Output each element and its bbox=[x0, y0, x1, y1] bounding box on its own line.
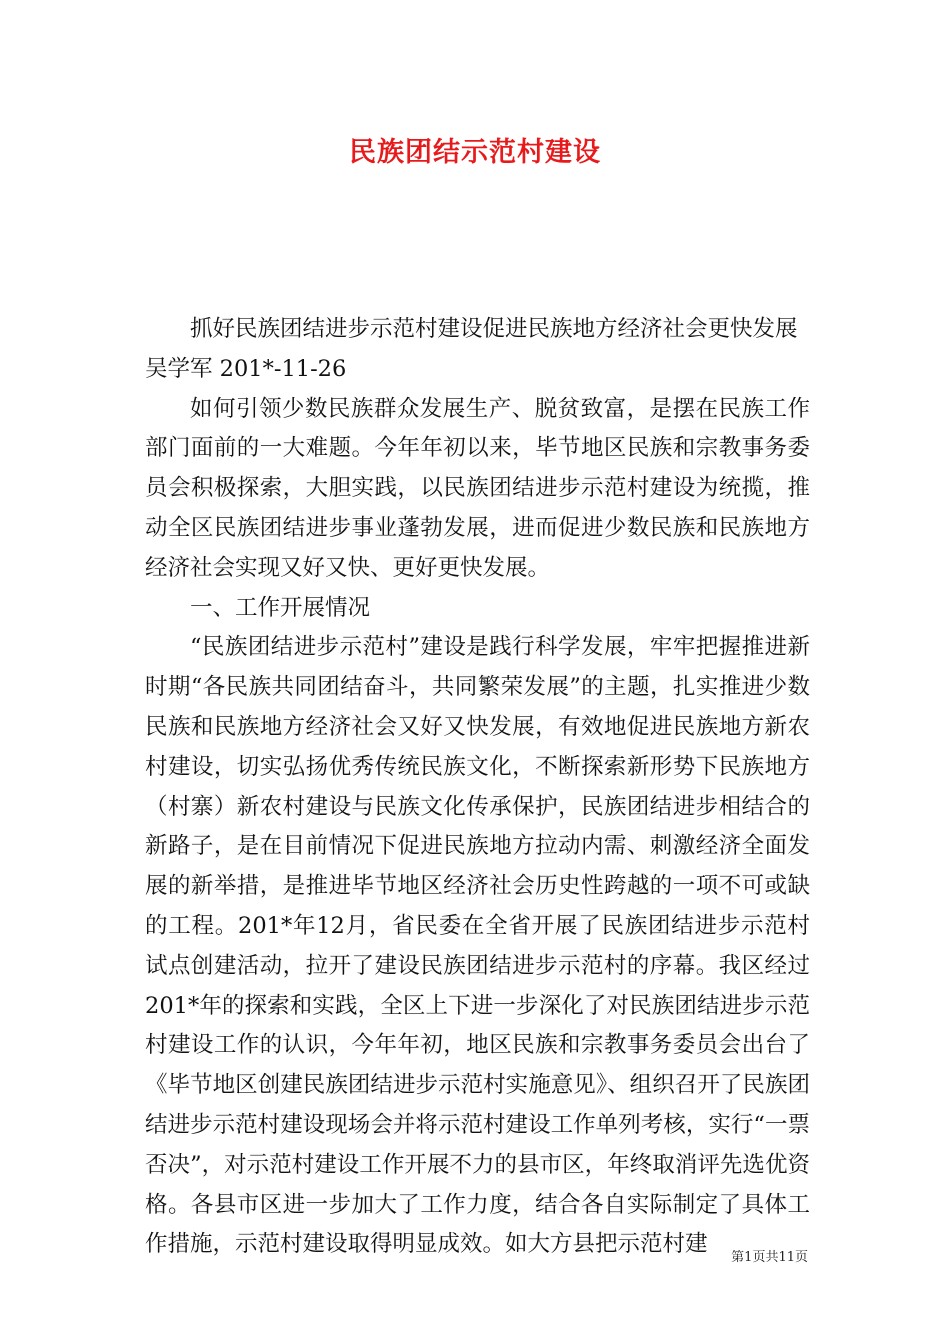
section-heading: 一、工作开展情况 bbox=[190, 594, 371, 621]
intro-paragraph: 如何引领少数民族群众发展生产、脱贫致富，是摆在民族工作部门面前的一大难题。今年年初以来，毕节地区民族和宗教事务委员会积极探索，大胆实践，以民族团结进步示范村建设为统揽，推动全区民族团结进步事业蓬勃发展，进而促进少数民族和民族地方经济社会实现又好又快、更好更快发展。 bbox=[145, 395, 810, 581]
page-number: 第1页共11页 bbox=[731, 1250, 808, 1265]
document-body bbox=[145, 310, 810, 1265]
byline: 吴学军 201*-11-26 bbox=[145, 355, 347, 382]
body-paragraph: “民族团结进步示范村”建设是践行科学发展，牢牢把握推进新时期“各民族共同团结奋斗，共同繁荣发展”的主题，扎实推进少数民族和民族地方经济社会又好又快发展，有效地促进民族地方新农村建设，切实弘扬优秀传统民族文化，不断探索新形势下民族地方（村寨）新农村建设与民族文化传承保护，民族团结进步相结合的新路子，是在目前情况下促进民族地方拉动内需、刺激经济全面发展的新举措，是推进毕节地区经济社会历史性跨越的一项不可或缺的工程。201*年12月，省民委在全省开展了民族团结进步示范村试点创建活动，拉开了建设民族团结进步示范村的序幕。我区经过201*年的探索和实践，全区上下进一步深化了对民族团结进步示范村建设工作的认识，今年年初，地区民族和宗教事务委员会出台了《毕节地区创建民族团结进步示范村实施意见》、组织召开了民族团结进步示范村建设现场会并将示范村建设工作单列考核，实行“一票否决”，对示范村建设工作开展不力的县市区，年终取消评先选优资格。各县市区进一步加大了工作力度，结合各自实际制定了具体工作措施，示范村建设取得明显成效。如大方县把示范村建 bbox=[145, 634, 810, 1258]
page-title: 民族团结示范村建设 bbox=[349, 137, 601, 168]
subtitle-paragraph: 抓好民族团结进步示范村建设促进民族地方经济社会更快发展 bbox=[190, 316, 798, 342]
